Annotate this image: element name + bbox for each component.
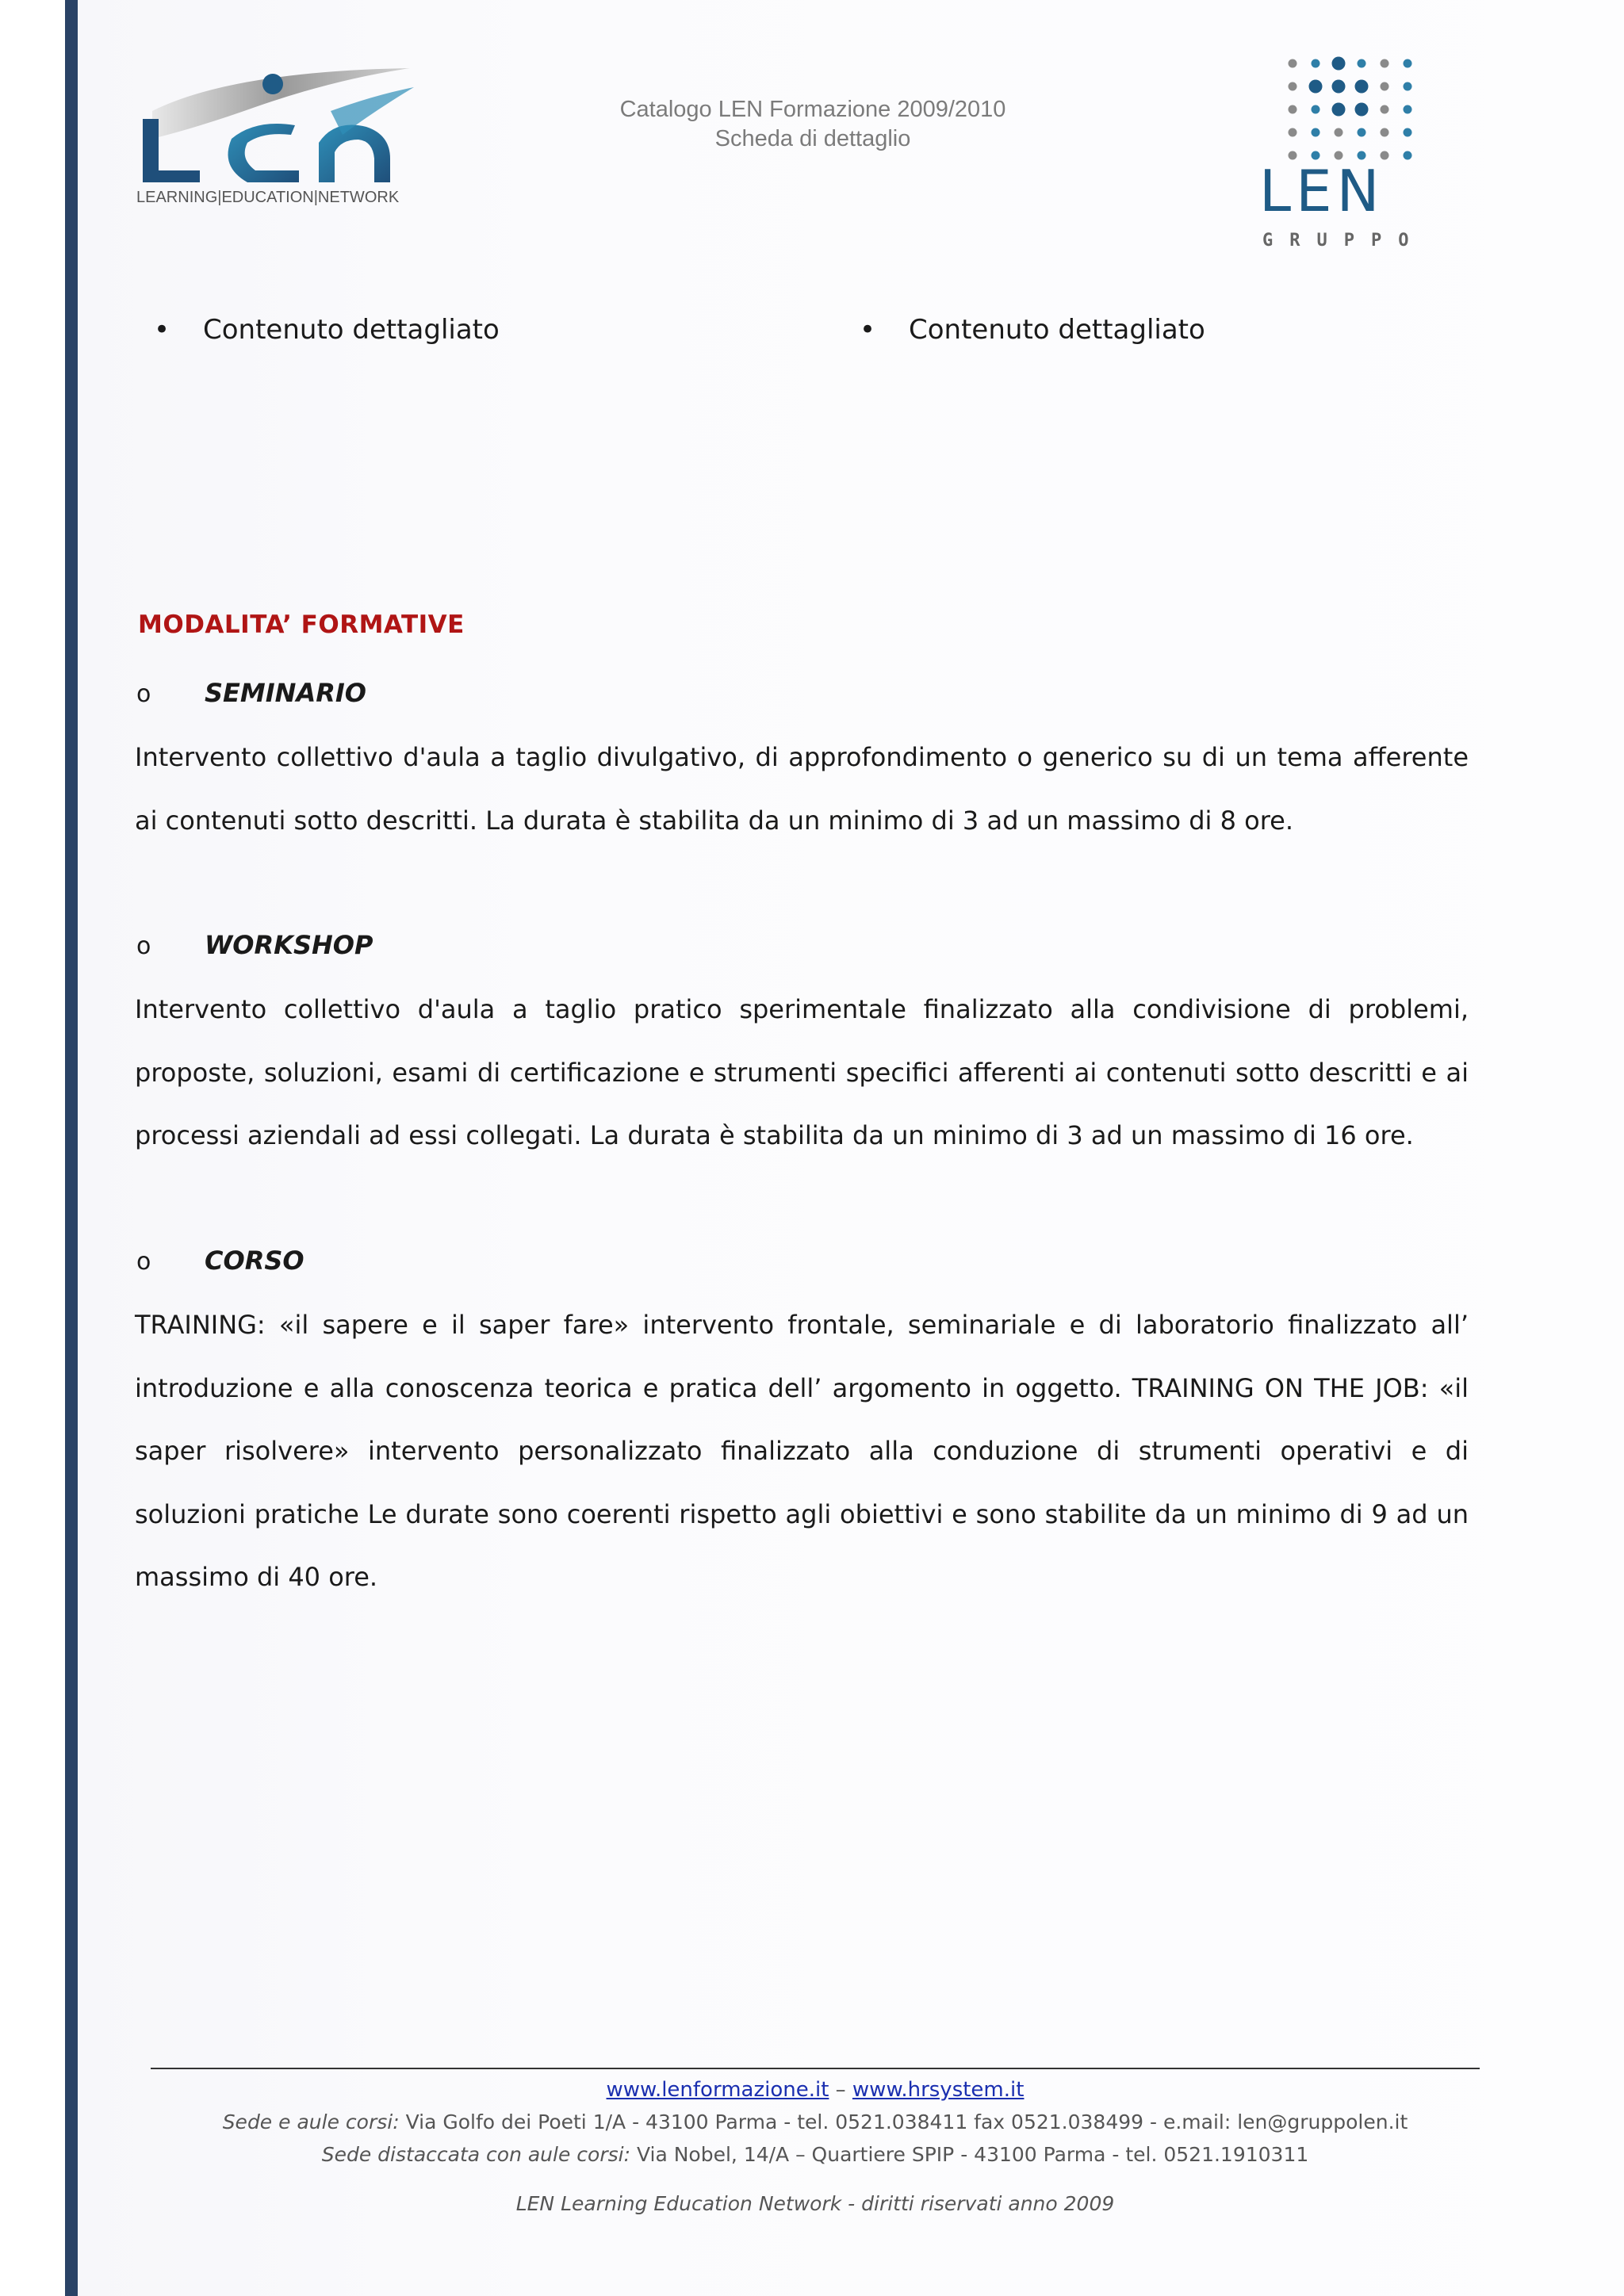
footer-divider xyxy=(151,2068,1480,2069)
bullet-icon: • xyxy=(154,314,170,346)
modality-description: Intervento collettivo d'aula a taglio divulgativo, di approfondimento o generico su di un tema afferente ai contenuti sotto descritti. La durata è stabilita da un minimo di 3 ad un massimo di 8 ore. xyxy=(135,742,1469,836)
logo-dot xyxy=(1335,128,1343,137)
catalog-subtitle: Scheda di dettaglio xyxy=(714,126,911,151)
logo-dot xyxy=(1355,103,1369,117)
logo-dot xyxy=(1312,105,1320,114)
modality-name: WORKSHOP xyxy=(205,930,373,960)
link-hrsystem[interactable]: www.hrsystem.it xyxy=(852,2078,1025,2102)
modality-description: Intervento collettivo d'aula a taglio pratico sperimentale finalizzato alla condivisione di problemi, proposte, soluzioni, esami di certificazione e strumenti specifici afferenti ai contenuti sotto descritti e ai processi aziendali ad essi collegati. La durata è stabilita da un minimo di 3 ad un massimo di 16 ore. xyxy=(135,994,1469,1150)
footer-text: Via Nobel, 14/A – Quartiere SPIP - 43100 Parma - tel. 0521.1910311 xyxy=(630,2143,1309,2166)
logo-dot xyxy=(1289,59,1297,68)
logo-dot xyxy=(1404,59,1412,68)
footer-label: Sede distaccata con aule corsi: xyxy=(321,2143,631,2166)
logo-dot xyxy=(1312,128,1320,137)
len-logo-caption: LEARNING|EDUCATION|NETWORK xyxy=(136,189,400,206)
footer-address-main xyxy=(151,2109,1480,2136)
logo-dot xyxy=(1404,128,1412,137)
footer-label: Sede e aule corsi: xyxy=(222,2110,400,2133)
len-logo-graphic xyxy=(136,63,422,206)
gruppo-len-logo-caption: GRUPPO xyxy=(1262,231,1426,251)
logo-dot xyxy=(1289,105,1297,114)
logo-dot xyxy=(1332,80,1346,94)
logo-dot xyxy=(1332,103,1346,117)
modality-name: CORSO xyxy=(205,1246,304,1276)
document-header xyxy=(539,95,1086,154)
len-logo xyxy=(136,63,422,206)
logo-dot xyxy=(1404,82,1412,91)
logo-dot xyxy=(1312,59,1320,68)
circle-bullet-icon: o xyxy=(136,932,151,960)
bullet-text: Contenuto dettagliato xyxy=(203,314,500,346)
logo-dot xyxy=(1404,105,1412,114)
logo-dot xyxy=(1381,128,1389,137)
footer-address-secondary xyxy=(151,2141,1480,2168)
logo-dot xyxy=(1404,151,1412,160)
link-lenformazione[interactable]: www.lenformazione.it xyxy=(606,2078,829,2102)
logo-dot xyxy=(1332,57,1346,71)
catalog-title: Catalogo LEN Formazione 2009/2010 xyxy=(619,97,1006,122)
logo-dot xyxy=(1309,80,1323,94)
logo-dot xyxy=(1381,59,1389,68)
gruppo-len-logo xyxy=(1253,52,1443,258)
gruppo-len-logo-name: LEN xyxy=(1259,158,1385,224)
footer-links xyxy=(151,2076,1480,2104)
logo-dot xyxy=(1381,82,1389,91)
logo-dot xyxy=(1358,128,1366,137)
bullet-icon: • xyxy=(860,314,876,346)
left-accent-bar xyxy=(65,0,78,2296)
modality-description: TRAINING: «il sapere e il saper fare» intervento frontale, seminariale e di laboratorio finalizzato all’ introduzione e alla conoscenza teorica e pratica dell’ argomento in oggetto. TRAINING ON THE JOB: «il saper risolvere» intervento personalizzato finalizzato alla conduzione di strumenti operativi e di soluzioni pratiche Le durate sono coerenti rispetto agli obiettivi e sono stabilite da un minimo di 9 ad un massimo di 40 ore. xyxy=(135,1310,1469,1592)
circle-bullet-icon: o xyxy=(136,1248,151,1276)
logo-dot xyxy=(1289,128,1297,137)
section-heading: MODALITA’ FORMATIVE xyxy=(138,610,465,639)
modality-name: SEMINARIO xyxy=(205,678,366,708)
logo-dot xyxy=(1381,105,1389,114)
gruppo-len-logo-graphic xyxy=(1253,52,1443,258)
link-separator: – xyxy=(835,2078,846,2102)
logo-dot xyxy=(1355,80,1369,94)
footer-copyright: LEN Learning Education Network - diritti riservati anno 2009 xyxy=(515,2192,1115,2215)
circle-bullet-icon: o xyxy=(136,680,151,708)
footer-text: Via Golfo dei Poeti 1/A - 43100 Parma - tel. 0521.038411 fax 0521.038499 - e.mail: len@gruppolen.it xyxy=(399,2110,1408,2133)
logo-dot xyxy=(1289,82,1297,91)
bullet-text: Contenuto dettagliato xyxy=(909,314,1205,346)
logo-dot xyxy=(1358,59,1366,68)
